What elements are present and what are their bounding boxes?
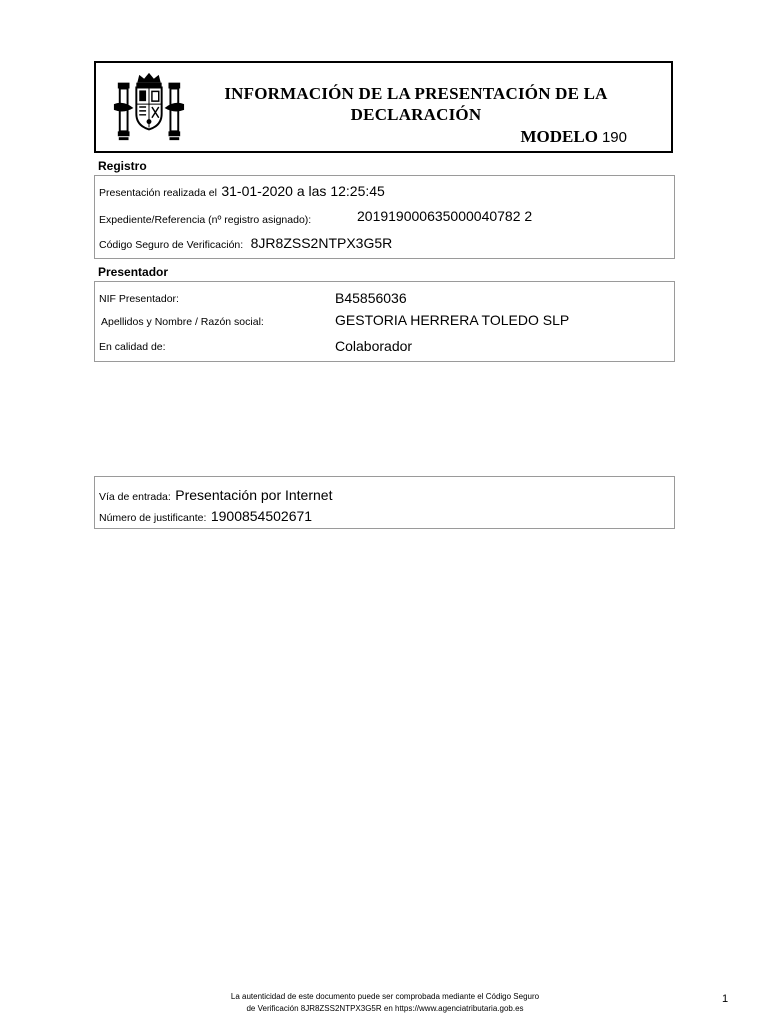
footer-authenticity-note [150, 991, 620, 1015]
presentacion-value: 31-01-2020 a las 12:25:45 [221, 183, 385, 199]
modelo-label: MODELO [520, 127, 598, 146]
modelo-label-group [521, 127, 627, 147]
modelo-number: 190 [601, 129, 627, 146]
via-label: Vía de entrada: [99, 491, 171, 503]
title-line-2: DECLARACIÓN [350, 105, 482, 124]
justificante-label: Número de justificante: [99, 512, 207, 524]
section-title-presentador: Presentador [98, 265, 169, 279]
calidad-label: En calidad de: [99, 341, 166, 353]
csv-row [99, 235, 392, 253]
via-value: Presentación por Internet [175, 487, 333, 503]
expediente-row [99, 210, 311, 228]
title-line-1: INFORMACIÓN DE LA PRESENTACIÓN DE LA [224, 84, 608, 103]
csv-value: 8JR8ZSS2NTPX3G5R [250, 235, 393, 251]
calidad-value: Colaborador [335, 338, 413, 354]
nombre-label: Apellidos y Nombre / Razón social: [101, 316, 264, 328]
nif-label: NIF Presentador: [99, 293, 179, 305]
csv-label: Código Seguro de Verificación: [99, 239, 244, 251]
section-title-registro: Registro [98, 159, 147, 173]
via-row [99, 487, 332, 505]
footer-line-1: La autenticidad de este documento puede ser comprobada mediante el Código Seguro [230, 992, 540, 1001]
presentacion-row [99, 183, 385, 201]
nombre-value: GESTORIA HERRERA TOLEDO SLP [335, 312, 570, 328]
justificante-value: 1900854502671 [210, 508, 313, 524]
justificante-row [99, 508, 312, 526]
entrada-panel [94, 476, 675, 529]
nif-value: B45856036 [335, 290, 407, 306]
document-header [94, 61, 673, 153]
spain-coat-of-arms-icon [110, 69, 188, 145]
registro-panel [94, 175, 675, 259]
expediente-value: 201919000635000040782 2 [357, 208, 533, 224]
presentador-panel [94, 281, 675, 362]
document-title [196, 83, 636, 125]
expediente-label: Expediente/Referencia (nº registro asignado): [99, 214, 312, 226]
presentacion-label: Presentación realizada el [99, 187, 217, 199]
footer-line-2: de Verificación 8JR8ZSS2NTPX3G5R en https://www.agenciatributaria.gob.es [246, 1004, 524, 1013]
page-number: 1 [722, 993, 729, 1005]
